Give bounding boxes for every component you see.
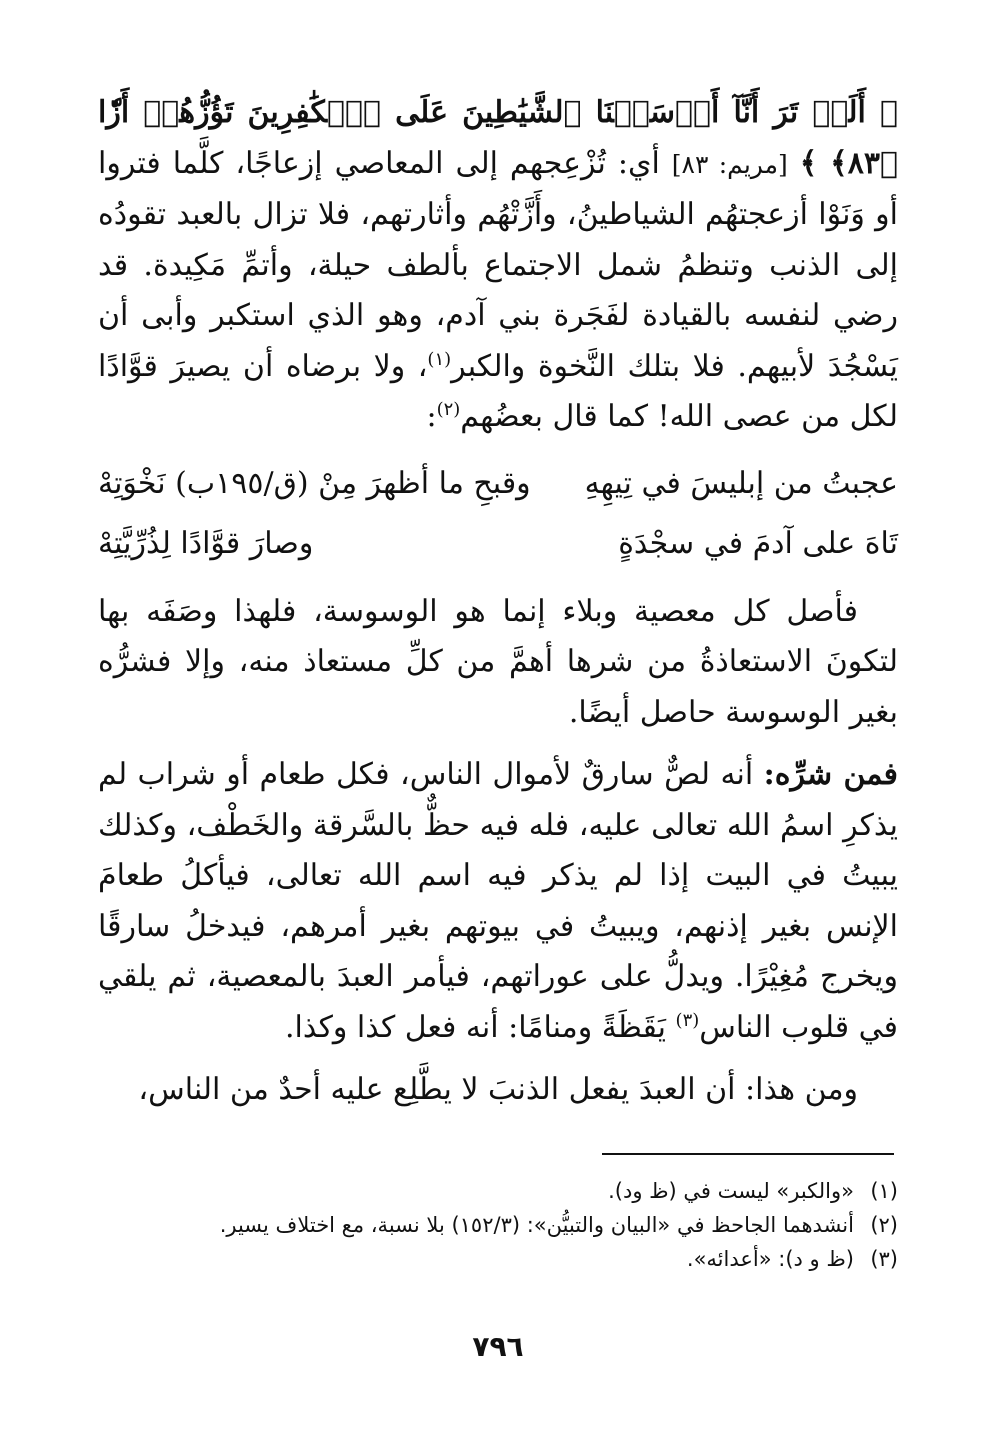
- footnote-text: أنشدهما الجاحظ في «البيان والتبيُّن»: (١٥٢/٣) بلا نسبة، مع اختلاف يسير.: [219, 1213, 854, 1237]
- paragraph-4: ومن هذا: أن العبدَ يفعل الذنبَ لا يطَّلِع عليه أحدٌ من الناس،: [138, 1072, 858, 1107]
- paragraph-1-text-b: ، ولا برضاه أن يصيرَ قوَّادًا لكل من عصى الله! كما قال بعضُهم: [98, 348, 898, 434]
- paragraph-1-text-a: أي: تُزْعِجهم إلى المعاصي إزعاجًا، كلَّما فتروا أو وَنَوْا أزعجتهُم الشياطينُ، وأَزَّتْهُم وأثارتهم، فلا تزال بالعبد تقودُه إلى الذنب وتنظمُ شمل الاجتماع بألطف حيلة، وأتمِّ مَكِيدة. قد رضي لنفسه بالقيادة لفَجَرة بني آدم، وهو الذي استكبر وأبى أن يَسْجُدَ لأبيهم. فلا بتلك النَّخوة والكبر: [98, 145, 898, 384]
- paragraph-2: فأصل كل معصية وبلاء إنما هو الوسوسة، فلهذا وصَفَه بها لتكونَ الاستعاذةُ من شرها أهمَّ من كلِّ مستعاذ منه، وإلا فشرُّه بغير الوسوسة حاصل أيضًا.: [98, 593, 898, 730]
- footnote-number: (٣): [870, 1247, 898, 1271]
- verse-left-hemistich: وصارَ قوَّادًا لِذُرِّيَّتِهْ: [98, 526, 314, 562]
- main-text: [98, 88, 898, 1116]
- paragraph-1: [98, 88, 898, 443]
- footnote-number: (١): [870, 1179, 898, 1203]
- verse-left-hemistich: وقبحِ ما أظهرَ مِنْ (ق/١٩٥ب) نَخْوَتِهْ: [98, 466, 531, 502]
- quran-verse: ﴿ أَلَمۡ تَرَ أَنَّآ أَرۡسَلۡنَا ٱلشَّيَٰطِينَ عَلَى ٱلۡكَٰفِرِينَ تَؤُزُّهُمۡ أَزّٗا ﴿٨٣﴾ ﴾: [98, 95, 898, 181]
- page-number: ٧٩٦: [472, 1330, 524, 1363]
- poem: [98, 455, 898, 575]
- paragraph-1-text-c: :: [426, 399, 437, 434]
- footnote-number: (٢): [870, 1213, 898, 1237]
- footnote-ref-2[interactable]: (٢): [436, 399, 461, 420]
- paragraph-3-text-b: يَقَظَةً ومنامًا: أنه فعل كذا وكذا.: [284, 1009, 666, 1045]
- footnote-ref-3[interactable]: (٣): [675, 1009, 700, 1031]
- paragraph-3-lead: فمن شرِّه:: [763, 757, 898, 792]
- verse-reference: [مريم: ٨٣]: [671, 149, 788, 179]
- footnote-text: (ظ و د): «أعدائه».: [686, 1247, 854, 1271]
- paragraph-3: [98, 750, 898, 1053]
- footnote-3: [98, 1242, 898, 1276]
- poem-verse: [98, 515, 898, 575]
- footnotes: [98, 1174, 898, 1276]
- footnote-ref-1[interactable]: (١): [427, 348, 452, 370]
- footnote-1: [98, 1174, 898, 1208]
- footnote-text: «والكبر» ليست في (ظ ود).: [608, 1179, 854, 1203]
- footnote-2: [98, 1208, 898, 1242]
- verse-right-hemistich: عجبتُ من إبليسَ في تِيهِهِ: [584, 466, 898, 502]
- paragraph-3-text-a: أنه لصٌّ سارقٌ لأموال الناس، فكل طعام أو شراب لم يذكرِ اسمُ الله تعالى عليه، فله فيه حظٌّ بالسَّرقة والخَطْف، وكذلك يبيتُ في البيت إذا لم يذكر فيه اسم الله تعالى، فيأكلُ طعامَ الإنس بغير إذنهم، ويبيتُ في بيوتهم بغير أمرهم، فيدخلُ سارقًا ويخرج مُغِيْرًا. ويدلُّ على عوراتهم، فيأمر العبدَ بالمعصية، ثم يلقي في قلوب الناس: [98, 757, 898, 1045]
- verse-right-hemistich: تَاهَ على آدمَ في سجْدَةٍ: [618, 526, 898, 562]
- footnote-divider: [602, 1153, 894, 1155]
- poem-verse: [98, 455, 898, 515]
